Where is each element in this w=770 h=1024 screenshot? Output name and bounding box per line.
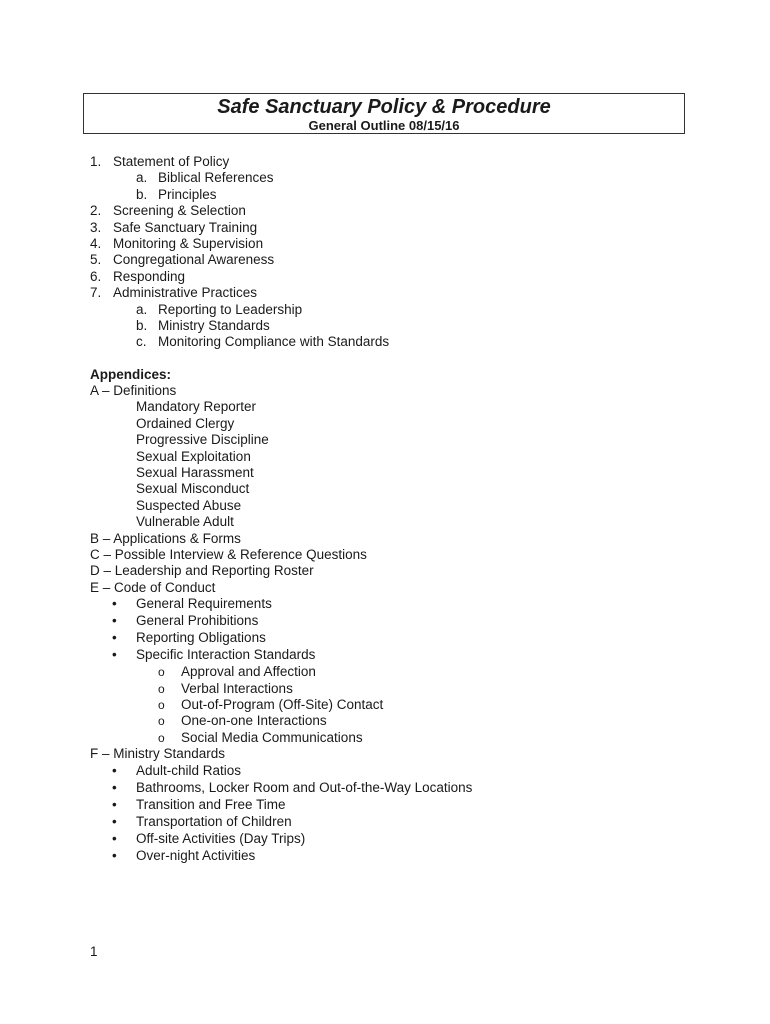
bullet-item: • Over-night Activities (112, 847, 256, 863)
page-number: 1 (90, 944, 98, 959)
outline-subtext: Principles (158, 186, 217, 202)
definition-item: Suspected Abuse (136, 497, 242, 513)
outline-number: 6. (90, 268, 102, 284)
appendix-a-label: A – Definitions (90, 383, 177, 399)
bullet-item: • General Requirements (112, 596, 272, 612)
bullet-icon: • (112, 762, 117, 778)
definition-item: Vulnerable Adult (136, 514, 234, 530)
circle-bullet-icon: o (158, 714, 165, 729)
outline-item-2 (90, 203, 690, 219)
sub-bullet-item: o Verbal Interactions (158, 680, 293, 696)
bullet-icon: • (112, 596, 117, 612)
outline-number: 4. (90, 235, 102, 251)
document-title: Safe Sanctuary Policy & Procedure (217, 96, 551, 118)
outline-subtext: Reporting to Leadership (158, 301, 303, 317)
bullet-item: • Adult-child Ratios (112, 762, 242, 778)
document-content (90, 154, 690, 865)
bullet-icon: • (112, 847, 117, 863)
definition-item: Sexual Misconduct (136, 481, 250, 497)
appendix-d-label: D – Leadership and Reporting Roster (90, 563, 314, 579)
bullet-icon: • (112, 796, 117, 812)
outline-number: 2. (90, 203, 102, 219)
document-subtitle: General Outline 08/15/16 (308, 118, 460, 133)
outline-item-5 (90, 252, 690, 268)
bullet-icon: • (112, 647, 117, 663)
outline-item-7 (90, 285, 690, 301)
definition-item: Sexual Harassment (136, 465, 254, 481)
outline-number: 1. (90, 154, 102, 169)
circle-bullet-icon: o (158, 665, 165, 680)
circle-bullet-icon: o (158, 681, 165, 696)
circle-bullet-icon: o (158, 730, 165, 745)
outline-number: 5. (90, 252, 102, 268)
appendices-heading: Appendices: (90, 366, 172, 382)
appendix-b-label: B – Applications & Forms (90, 530, 241, 546)
bullet-icon: • (112, 630, 117, 646)
outline-subitem (90, 187, 690, 203)
sub-bullet-item: o One-on-one Interactions (158, 713, 327, 729)
outline-subtext: Monitoring Compliance with Standards (158, 334, 390, 350)
outline-text: Safe Sanctuary Training (113, 219, 258, 235)
definition-item: Mandatory Reporter (136, 399, 257, 415)
outline-number: 3. (90, 219, 102, 235)
definition-item: Progressive Discipline (136, 432, 269, 448)
sub-bullet-item: o Approval and Affection (158, 664, 316, 680)
outline-subitem (90, 318, 690, 334)
sub-bullet-item: o Social Media Communications (158, 729, 363, 745)
outline-item-1 (90, 154, 690, 170)
outline-text: Administrative Practices (113, 285, 258, 301)
bullet-item: • Bathrooms, Locker Room and Out-of-the-Way Locations (112, 779, 473, 795)
bullet-icon: • (112, 613, 117, 629)
definition-item: Sexual Exploitation (136, 448, 251, 464)
bullet-icon: • (112, 830, 117, 846)
definition-item: Ordained Clergy (136, 415, 235, 431)
outline-letter: b. (136, 186, 148, 202)
outline-letter: b. (136, 317, 148, 333)
outline-item-6 (90, 269, 690, 285)
outline-subtext: Biblical References (158, 170, 274, 186)
outline-subtext: Ministry Standards (158, 317, 270, 333)
bullet-item: • Transition and Free Time (112, 796, 286, 812)
outline-text: Congregational Awareness (113, 252, 275, 268)
bullet-item: • Transportation of Children (112, 813, 292, 829)
outline-letter: c. (136, 334, 147, 350)
outline-item-4 (90, 236, 690, 252)
outline-text: Statement of Policy (113, 154, 230, 169)
appendix-f-label: F – Ministry Standards (90, 746, 226, 762)
bullet-icon: • (112, 813, 117, 829)
outline-number: 7. (90, 285, 102, 301)
outline-subitem (90, 170, 690, 186)
sub-bullet-item: o Out-of-Program (Off-Site) Contact (158, 696, 384, 712)
appendix-e-label: E – Code of Conduct (90, 579, 216, 595)
outline-subitem (90, 334, 690, 350)
title-box (83, 93, 685, 134)
circle-bullet-icon: o (158, 697, 165, 712)
outline-letter: a. (136, 170, 148, 186)
bullet-icon: • (112, 779, 117, 795)
outline-text: Monitoring & Supervision (113, 235, 264, 251)
bullet-item: • Specific Interaction Standards (112, 647, 316, 663)
outline-letter: a. (136, 301, 148, 317)
outline-text: Responding (113, 268, 186, 284)
appendix-c-label: C – Possible Interview & Reference Questions (90, 546, 367, 562)
outline-item-3 (90, 220, 690, 236)
outline-text: Screening & Selection (113, 203, 246, 219)
bullet-item: • Off-site Activities (Day Trips) (112, 830, 306, 846)
outline-subitem (90, 302, 690, 318)
bullet-item: • General Prohibitions (112, 613, 259, 629)
bullet-item: • Reporting Obligations (112, 630, 266, 646)
